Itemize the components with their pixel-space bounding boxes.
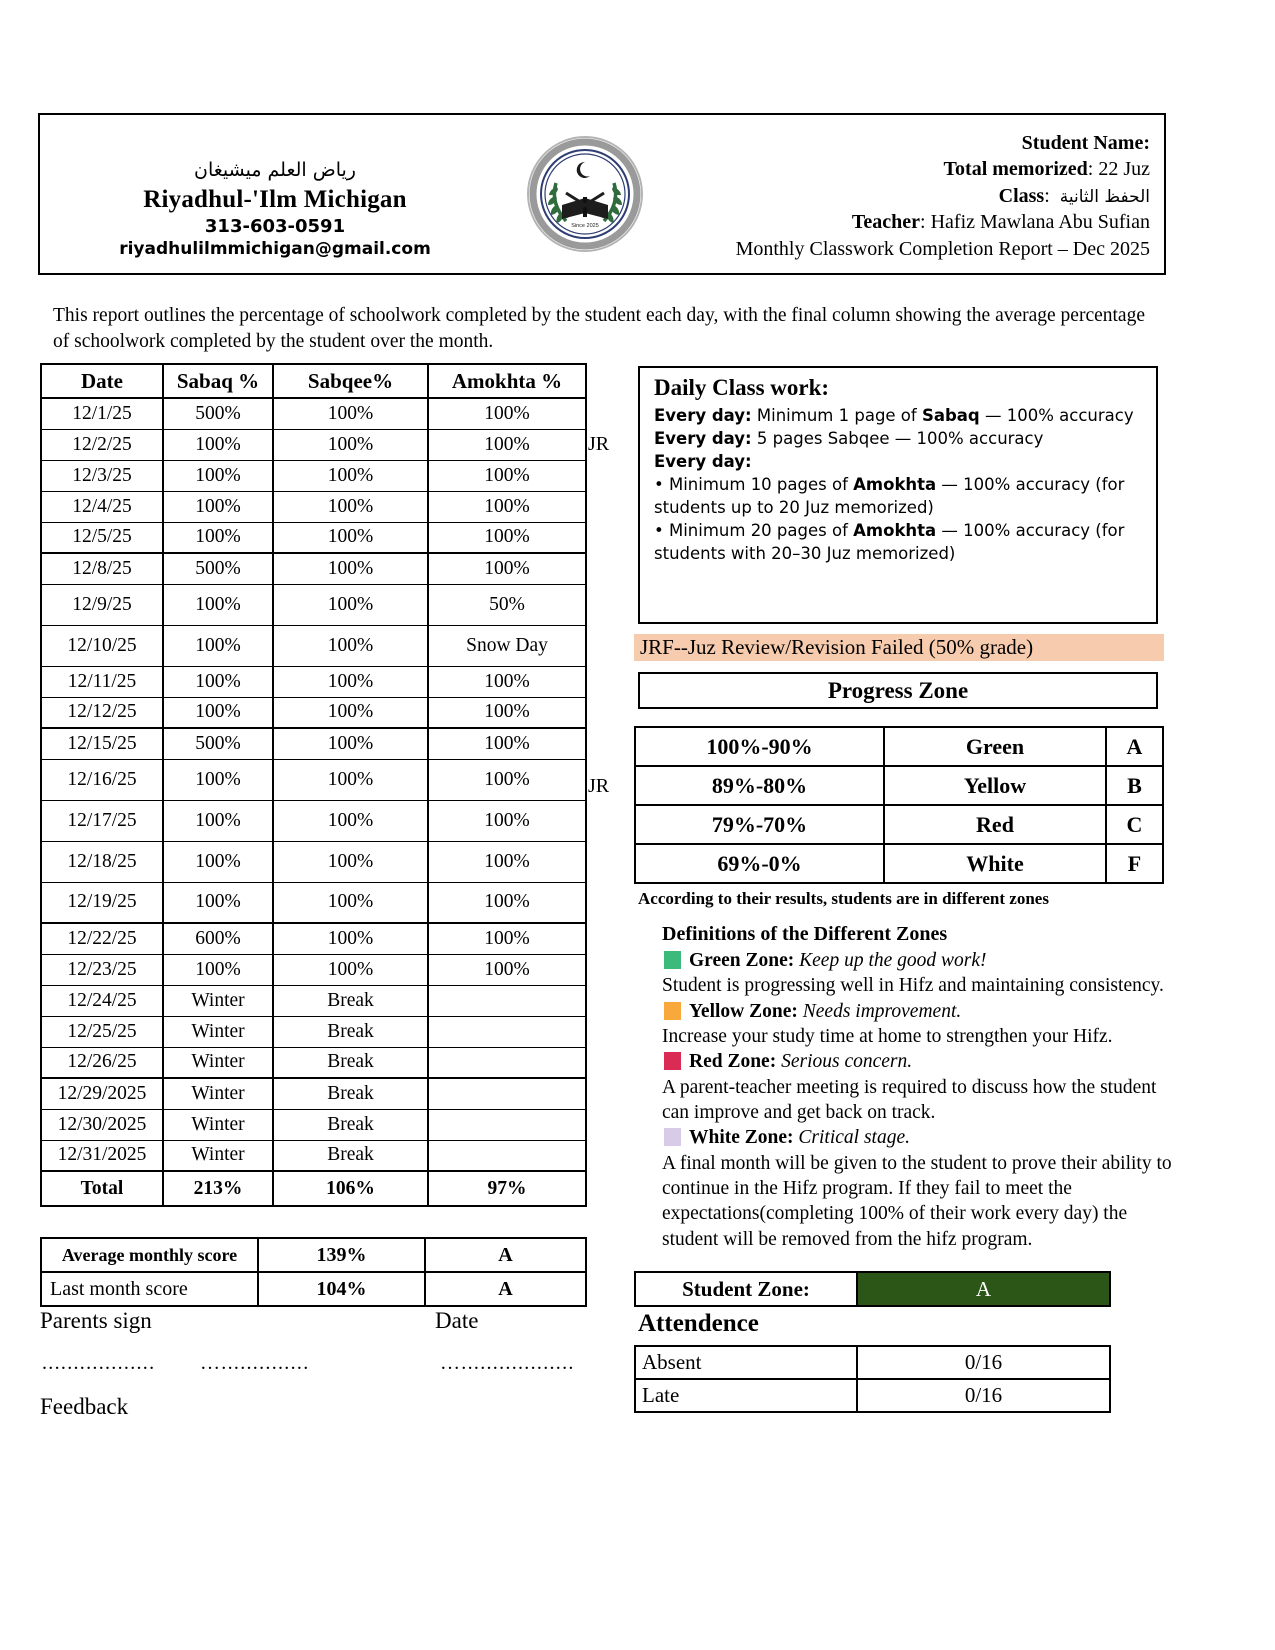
cell-amokhta: 100% bbox=[428, 800, 586, 841]
cell-date: 12/18/25 bbox=[41, 841, 163, 882]
total-memorized-label: Total memorized bbox=[943, 158, 1088, 181]
table-row bbox=[41, 666, 586, 697]
pz-grade-green: A bbox=[1106, 727, 1163, 766]
absent-label: Absent bbox=[635, 1346, 857, 1379]
cell-amokhta bbox=[428, 1078, 586, 1109]
signature-dots-date[interactable]: ….................. bbox=[440, 1352, 575, 1374]
attendance-row-late bbox=[635, 1379, 1110, 1412]
signature-date-label: Date bbox=[435, 1308, 479, 1333]
yellow-zone-tagline: Needs improvement. bbox=[802, 1000, 962, 1022]
progress-zone-row-white bbox=[635, 844, 1163, 883]
colon-1: : bbox=[1087, 158, 1099, 181]
daily-class-work-line-1 bbox=[654, 404, 1144, 427]
teacher-row bbox=[852, 209, 1150, 236]
cell-sabaq: Winter bbox=[163, 1109, 273, 1140]
cell-date: 12/4/25 bbox=[41, 491, 163, 522]
total-amokhta: 97% bbox=[428, 1171, 586, 1206]
green-swatch-icon bbox=[664, 951, 681, 969]
summary-row-last-month bbox=[41, 1272, 586, 1306]
cell-sabaq: 100% bbox=[163, 954, 273, 985]
average-monthly-score-value: 139% bbox=[258, 1238, 425, 1272]
colon-3: : bbox=[920, 211, 931, 234]
header-student-info bbox=[660, 115, 1164, 273]
cell-sabaq: Winter bbox=[163, 1016, 273, 1047]
daily-class-work-title: Daily Class work: bbox=[654, 375, 830, 400]
total-label: Total bbox=[41, 1171, 163, 1206]
class-row bbox=[999, 183, 1150, 210]
header-box bbox=[38, 113, 1166, 275]
total-memorized-value: 22 Juz bbox=[1098, 158, 1150, 181]
cell-date: 12/29/2025 bbox=[41, 1078, 163, 1109]
progress-zone-note: According to their results, students are in different zones bbox=[638, 889, 1049, 908]
yellow-zone-body: Increase your study time at home to strengthen your Hifz. bbox=[662, 1026, 1113, 1048]
cell-date: 12/24/25 bbox=[41, 985, 163, 1016]
school-email: riyadhulilmmichigan@gmail.com bbox=[119, 239, 431, 259]
signature-area bbox=[40, 1308, 620, 1419]
cell-amokhta: 100% bbox=[428, 697, 586, 728]
cell-amokhta: 100% bbox=[428, 553, 586, 584]
red-swatch-icon bbox=[664, 1052, 681, 1070]
pz-range-green: 100%-90% bbox=[635, 727, 884, 766]
pz-zone-yellow: Yellow bbox=[884, 766, 1106, 805]
cell-amokhta: 100% bbox=[428, 923, 586, 954]
table-row bbox=[41, 429, 586, 460]
cell-date: 12/8/25 bbox=[41, 553, 163, 584]
cell-sabqee: 100% bbox=[273, 666, 428, 697]
dcw-5-bold2: Amokhta bbox=[853, 521, 937, 541]
student-zone-row bbox=[635, 1272, 1110, 1306]
daily-class-work-line-5 bbox=[654, 519, 1144, 565]
cell-sabaq: 100% bbox=[163, 460, 273, 491]
score-summary-table bbox=[40, 1237, 587, 1307]
cell-amokhta: 50% bbox=[428, 584, 586, 625]
progress-zone-row-red bbox=[635, 805, 1163, 844]
table-total-row bbox=[41, 1171, 586, 1206]
teacher-label: Teacher bbox=[851, 211, 921, 234]
cell-date: 12/30/2025 bbox=[41, 1109, 163, 1140]
table-row bbox=[41, 522, 586, 553]
pz-grade-yellow: B bbox=[1106, 766, 1163, 805]
white-zone-tagline: Critical stage. bbox=[798, 1127, 911, 1149]
signature-dots-left[interactable]: .................. bbox=[42, 1352, 156, 1374]
teacher-value: Hafiz Mawlana Abu Sufian bbox=[930, 211, 1150, 234]
class-label: Class bbox=[998, 184, 1045, 207]
student-zone-table bbox=[634, 1271, 1111, 1307]
table-row bbox=[41, 759, 586, 800]
attendance-table bbox=[634, 1345, 1111, 1413]
red-zone-tagline: Serious concern. bbox=[781, 1051, 913, 1073]
table-row bbox=[41, 800, 586, 841]
cell-amokhta: 100% bbox=[428, 882, 586, 923]
table-row bbox=[41, 491, 586, 522]
green-zone-body: Student is progressing well in Hifz and maintaining consistency. bbox=[662, 975, 1164, 997]
cell-date: 12/16/25 bbox=[41, 759, 163, 800]
pz-range-yellow: 89%-80% bbox=[635, 766, 884, 805]
cell-sabaq: 100% bbox=[163, 625, 273, 666]
cell-date: 12/12/25 bbox=[41, 697, 163, 728]
cell-amokhta: 100% bbox=[428, 666, 586, 697]
col-header-sabaq: Sabaq % bbox=[163, 364, 273, 398]
cell-sabaq: 600% bbox=[163, 923, 273, 954]
cell-sabqee: 100% bbox=[273, 728, 428, 759]
cell-sabaq: 100% bbox=[163, 841, 273, 882]
table-row bbox=[41, 460, 586, 491]
zone-definitions bbox=[662, 921, 1172, 1252]
cell-sabaq: Winter bbox=[163, 985, 273, 1016]
daily-class-work-line-4 bbox=[654, 473, 1144, 519]
last-month-score-value: 104% bbox=[258, 1272, 425, 1306]
dcw-4-bold2: Amokhta bbox=[853, 475, 937, 495]
cell-sabaq: Winter bbox=[163, 1078, 273, 1109]
cell-date: 12/9/25 bbox=[41, 584, 163, 625]
cell-sabqee: 100% bbox=[273, 398, 428, 429]
table-row bbox=[41, 1078, 586, 1109]
cell-sabqee: 100% bbox=[273, 841, 428, 882]
cell-sabqee: 100% bbox=[273, 923, 428, 954]
dcw-3-bold: Every day: bbox=[654, 451, 752, 471]
cell-amokhta: 100% bbox=[428, 522, 586, 553]
table-row bbox=[41, 954, 586, 985]
signature-dotted-lines-row bbox=[40, 1352, 620, 1394]
late-value: 0/16 bbox=[857, 1379, 1110, 1412]
table-header-row bbox=[41, 364, 586, 398]
pz-zone-red: Red bbox=[884, 805, 1106, 844]
table-row bbox=[41, 584, 586, 625]
table-row bbox=[41, 841, 586, 882]
cell-sabqee: Break bbox=[273, 1047, 428, 1078]
cell-amokhta: 100% bbox=[428, 728, 586, 759]
jrf-note: JRF--Juz Review/Revision Failed (50% grade) bbox=[634, 634, 1164, 661]
cell-sabqee: Break bbox=[273, 1109, 428, 1140]
total-sabqee: 106% bbox=[273, 1171, 428, 1206]
zone-white-heading bbox=[662, 1125, 1172, 1150]
cell-amokhta: 100% bbox=[428, 841, 586, 882]
cell-amokhta: 100% bbox=[428, 954, 586, 985]
signature-dots-middle[interactable]: ….............. bbox=[200, 1352, 310, 1374]
white-swatch-icon bbox=[664, 1128, 681, 1146]
table-row bbox=[41, 985, 586, 1016]
pz-zone-white: White bbox=[884, 844, 1106, 883]
average-monthly-score-label: Average monthly score bbox=[41, 1238, 258, 1272]
parents-sign-label: Parents sign bbox=[40, 1308, 152, 1333]
col-header-sabqee: Sabqee% bbox=[273, 364, 428, 398]
cell-sabaq: 500% bbox=[163, 398, 273, 429]
cell-sabqee: 100% bbox=[273, 759, 428, 800]
student-zone-value: A bbox=[857, 1272, 1110, 1306]
table-row bbox=[41, 1047, 586, 1078]
table-row bbox=[41, 398, 586, 429]
total-memorized-row bbox=[944, 156, 1150, 183]
signature-labels-row bbox=[40, 1308, 620, 1352]
cell-amokhta: 100% bbox=[428, 398, 586, 429]
progress-zone-row-green bbox=[635, 727, 1163, 766]
progress-zone-table bbox=[634, 726, 1164, 884]
cell-sabqee: 100% bbox=[273, 553, 428, 584]
cell-date: 12/31/2025 bbox=[41, 1140, 163, 1171]
dcw-2-rest: 5 pages Sabqee — 100% accuracy bbox=[751, 428, 1044, 448]
cell-sabqee: Break bbox=[273, 1140, 428, 1171]
jr-annotation-week1: JR bbox=[588, 433, 610, 455]
cell-sabaq: 100% bbox=[163, 429, 273, 460]
cell-sabaq: 100% bbox=[163, 800, 273, 841]
school-seal-logo bbox=[510, 115, 660, 273]
cell-amokhta: 100% bbox=[428, 491, 586, 522]
report-title: Monthly Classwork Completion Report – Dec 2025 bbox=[735, 237, 1150, 260]
daily-class-work-box bbox=[638, 366, 1158, 624]
table-row bbox=[41, 1016, 586, 1047]
cell-sabqee: 100% bbox=[273, 522, 428, 553]
cell-sabaq: 100% bbox=[163, 759, 273, 800]
cell-sabqee: 100% bbox=[273, 429, 428, 460]
green-zone-name: Green Zone: bbox=[689, 950, 795, 971]
cell-sabqee: 100% bbox=[273, 584, 428, 625]
cell-amokhta bbox=[428, 1016, 586, 1047]
cell-sabqee: Break bbox=[273, 985, 428, 1016]
daily-class-work-line-2 bbox=[654, 427, 1144, 450]
svg-text:Since 2025: Since 2025 bbox=[571, 223, 599, 229]
cell-amokhta: 100% bbox=[428, 759, 586, 800]
dcw-5-rest: • Minimum 20 pages of bbox=[654, 521, 854, 541]
student-name-label: Student Name: bbox=[1021, 131, 1150, 154]
cell-date: 12/11/25 bbox=[41, 666, 163, 697]
cell-sabaq: 100% bbox=[163, 491, 273, 522]
school-phone: 313-603-0591 bbox=[204, 215, 346, 237]
cell-sabaq: 100% bbox=[163, 666, 273, 697]
cell-sabqee: 100% bbox=[273, 882, 428, 923]
cell-amokhta bbox=[428, 1140, 586, 1171]
dcw-1-bold: Every day: bbox=[654, 405, 752, 425]
school-name: Riyadhul-'Ilm Michigan bbox=[143, 185, 407, 213]
cell-sabaq: 100% bbox=[163, 697, 273, 728]
table-row bbox=[41, 697, 586, 728]
cell-date: 12/25/25 bbox=[41, 1016, 163, 1047]
daily-class-work-line-3 bbox=[654, 450, 1144, 473]
cell-sabaq: Winter bbox=[163, 1140, 273, 1171]
zone-green-heading bbox=[662, 948, 1172, 973]
school-seal-icon bbox=[526, 135, 644, 253]
cell-sabqee: 100% bbox=[273, 625, 428, 666]
cell-sabqee: 100% bbox=[273, 460, 428, 491]
cell-date: 12/1/25 bbox=[41, 398, 163, 429]
table-row bbox=[41, 625, 586, 666]
cell-amokhta bbox=[428, 985, 586, 1016]
cell-date: 12/19/25 bbox=[41, 882, 163, 923]
cell-sabqee: 100% bbox=[273, 954, 428, 985]
col-header-amokhta: Amokhta % bbox=[428, 364, 586, 398]
table-row bbox=[41, 1109, 586, 1140]
cell-amokhta: 100% bbox=[428, 429, 586, 460]
zone-yellow-heading bbox=[662, 999, 1172, 1024]
cell-date: 12/17/25 bbox=[41, 800, 163, 841]
total-sabaq: 213% bbox=[163, 1171, 273, 1206]
cell-sabqee: 100% bbox=[273, 491, 428, 522]
cell-date: 12/15/25 bbox=[41, 728, 163, 759]
white-zone-name: White Zone: bbox=[689, 1127, 794, 1149]
zone-red-heading bbox=[662, 1049, 1172, 1074]
colon-2: : bbox=[1044, 184, 1060, 207]
student-zone-label: Student Zone: bbox=[635, 1272, 857, 1306]
header-school-identity bbox=[40, 115, 510, 273]
table-row bbox=[41, 882, 586, 923]
table-row bbox=[41, 728, 586, 759]
dcw-1-bold2: Sabaq bbox=[921, 405, 980, 425]
class-value: الحفظ الثانية bbox=[1059, 186, 1150, 207]
cell-date: 12/5/25 bbox=[41, 522, 163, 553]
cell-sabaq: 500% bbox=[163, 728, 273, 759]
cell-amokhta: 100% bbox=[428, 460, 586, 491]
red-zone-name: Red Zone: bbox=[689, 1051, 777, 1073]
cell-sabaq: 100% bbox=[163, 584, 273, 625]
cell-sabaq: 500% bbox=[163, 553, 273, 584]
pz-range-white: 69%-0% bbox=[635, 844, 884, 883]
cell-sabaq: 100% bbox=[163, 882, 273, 923]
cell-amokhta: Snow Day bbox=[428, 625, 586, 666]
cell-sabqee: Break bbox=[273, 1078, 428, 1109]
attendance-row-absent bbox=[635, 1346, 1110, 1379]
cell-amokhta bbox=[428, 1109, 586, 1140]
average-monthly-score-grade: A bbox=[425, 1238, 586, 1272]
cell-sabqee: Break bbox=[273, 1016, 428, 1047]
green-zone-tagline: Keep up the good work! bbox=[799, 950, 987, 971]
cell-sabqee: 100% bbox=[273, 697, 428, 728]
cell-amokhta bbox=[428, 1047, 586, 1078]
dcw-5-rest2: — 100% accuracy (for students with 20–30 Juz memorized) bbox=[654, 521, 1125, 564]
pz-grade-white: F bbox=[1106, 844, 1163, 883]
last-month-score-label: Last month score bbox=[41, 1272, 258, 1306]
summary-row-average bbox=[41, 1238, 586, 1272]
cell-sabaq: 100% bbox=[163, 522, 273, 553]
cell-date: 12/3/25 bbox=[41, 460, 163, 491]
table-row bbox=[41, 553, 586, 584]
feedback-label: Feedback bbox=[40, 1394, 129, 1419]
dcw-4-rest2: — 100% accuracy (for students up to 20 Juz memorized) bbox=[654, 475, 1125, 518]
cell-sabqee: 100% bbox=[273, 800, 428, 841]
cell-date: 12/2/25 bbox=[41, 429, 163, 460]
white-zone-body: A final month will be given to the student to prove their ability to continue in the Hifz program. If they fail to meet the expectations(completing 100% of their work every day) the student will be removed from the hifz program. bbox=[662, 1152, 1172, 1250]
dcw-1-rest: Minimum 1 page of bbox=[751, 405, 922, 425]
col-header-date: Date bbox=[41, 364, 163, 398]
cell-sabaq: Winter bbox=[163, 1047, 273, 1078]
last-month-score-grade: A bbox=[425, 1272, 586, 1306]
cell-date: 12/10/25 bbox=[41, 625, 163, 666]
cell-date: 12/23/25 bbox=[41, 954, 163, 985]
pz-zone-green: Green bbox=[884, 727, 1106, 766]
yellow-zone-name: Yellow Zone: bbox=[689, 1000, 798, 1022]
progress-zone-title: Progress Zone bbox=[638, 672, 1158, 709]
pz-grade-red: C bbox=[1106, 805, 1163, 844]
cell-date: 12/22/25 bbox=[41, 923, 163, 954]
table-row bbox=[41, 1140, 586, 1171]
zone-definitions-title: Definitions of the Different Zones bbox=[662, 923, 948, 945]
school-name-arabic: رياض العلم ميشيغان bbox=[194, 159, 356, 182]
table-row bbox=[41, 923, 586, 954]
cell-date: 12/26/25 bbox=[41, 1047, 163, 1078]
attendance-title: Attendence bbox=[638, 1310, 759, 1337]
dcw-1-rest2: — 100% accuracy bbox=[979, 405, 1134, 425]
pz-range-red: 79%-70% bbox=[635, 805, 884, 844]
daily-completion-table bbox=[40, 363, 587, 1207]
dcw-4-rest: • Minimum 10 pages of bbox=[654, 475, 854, 495]
intro-paragraph: This report outlines the percentage of schoolwork completed by the student each day, with the final column showing the average percentage of schoolwork completed by the student over the month. bbox=[53, 305, 1145, 352]
yellow-swatch-icon bbox=[664, 1002, 681, 1020]
student-name-row bbox=[1022, 130, 1150, 157]
dcw-2-bold: Every day: bbox=[654, 428, 752, 448]
late-label: Late bbox=[635, 1379, 857, 1412]
red-zone-body: A parent-teacher meeting is required to discuss how the student can improve and get back on track. bbox=[662, 1076, 1157, 1124]
progress-zone-row-yellow bbox=[635, 766, 1163, 805]
absent-value: 0/16 bbox=[857, 1346, 1110, 1379]
jr-annotation-week3: JR bbox=[588, 775, 610, 797]
